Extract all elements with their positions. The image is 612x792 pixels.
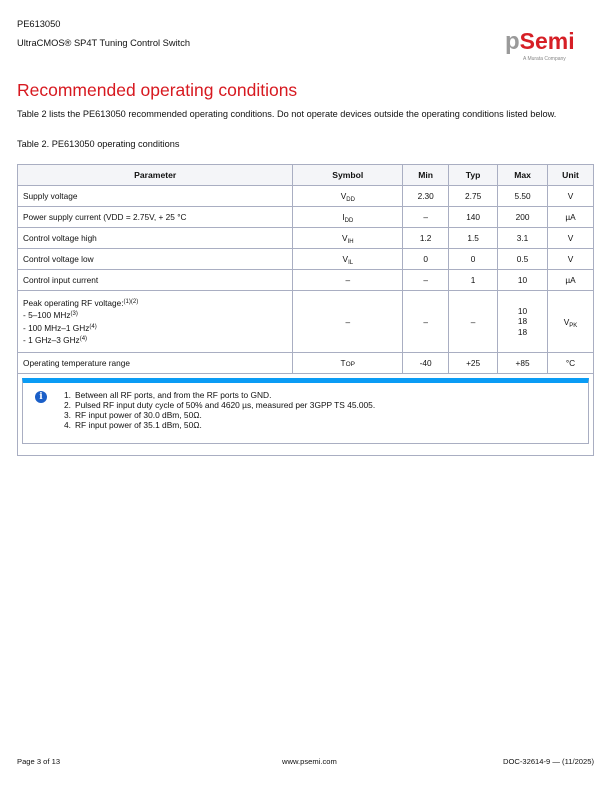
notes-cell (18, 374, 594, 456)
max-value: 18 (517, 316, 528, 327)
cell-typ: 2.75 (449, 186, 498, 207)
cell-unit: V (548, 249, 594, 270)
cell-symbol: – (293, 291, 403, 353)
cell-min: -40 (403, 353, 449, 374)
symbol-subscript: DD (346, 197, 355, 203)
cell-max: 200 (498, 207, 548, 228)
cell-min: – (403, 291, 449, 353)
note-number: 2. (64, 400, 71, 410)
cell-symbol (293, 270, 403, 291)
footnote-ref: (3) (70, 311, 78, 317)
note-number: 4. (64, 420, 71, 430)
header-typ: Typ (449, 165, 498, 186)
symbol-text: T (340, 358, 346, 368)
cell-unit: V (548, 228, 594, 249)
note-item (64, 410, 375, 420)
psemi-logo (505, 28, 591, 70)
header-min: Min (403, 165, 449, 186)
table-row (18, 353, 594, 374)
cell-min: 2.30 (403, 186, 449, 207)
logo-p: p (505, 28, 520, 55)
symbol-subscript: DD (344, 218, 354, 224)
cell-typ: 140 (449, 207, 498, 228)
document-id: DOC-32614-9 — (11/2025) (502, 757, 594, 766)
cell-symbol (293, 249, 403, 270)
symbol-text: I (342, 212, 345, 222)
note-number: 3. (64, 410, 71, 420)
symbol-subscript: IL (348, 260, 354, 266)
cell-parameter: Operating temperature range (18, 353, 293, 374)
cell-typ: 0 (449, 249, 498, 270)
table-row (18, 228, 594, 249)
document-subtitle: UltraCMOS® SP4T Tuning Control Switch (17, 38, 191, 48)
symbol-text: – (345, 275, 351, 285)
footnote-ref: (4) (89, 323, 97, 330)
note-item (64, 390, 375, 400)
cell-unit: µA (548, 207, 594, 228)
cell-max: 3.1 (498, 228, 548, 249)
part-number: PE613050 (17, 19, 61, 29)
peak-label: Peak operating RF voltage: (23, 297, 124, 308)
note-item (64, 400, 375, 410)
intro-paragraph: Table 2 lists the PE613050 recommended operating conditions. Do not operate devices outside the operating conditions listed below. (17, 109, 557, 119)
cell-parameter: Control voltage high (18, 228, 293, 249)
cell-min: – (403, 270, 449, 291)
symbol-subscript: IH (347, 239, 354, 245)
cell-symbol (293, 228, 403, 249)
symbol-subscript: OP (345, 361, 356, 368)
header-parameter: Parameter (18, 165, 293, 186)
cell-unit: V (548, 186, 594, 207)
notes-list (64, 390, 375, 430)
max-value: 10 (517, 305, 528, 316)
footnote-ref: (4) (79, 336, 88, 342)
unit-text: V (563, 316, 570, 327)
logo-tagline: A Murata Company (523, 56, 566, 62)
cell-max (498, 291, 548, 353)
cell-unit: µA (548, 270, 594, 291)
cell-unit (548, 291, 594, 353)
notes-box (22, 378, 589, 444)
info-icon: i (35, 391, 47, 403)
note-text: Between all RF ports, and from the RF ports to GND. (75, 390, 272, 400)
table-caption: Table 2. PE613050 operating conditions (17, 139, 180, 149)
cell-min: – (403, 207, 449, 228)
logo-semi: Semi (519, 28, 575, 54)
table-row (18, 186, 594, 207)
cell-unit: °C (548, 353, 594, 374)
cell-parameter: Control voltage low (18, 249, 293, 270)
table-row (18, 207, 594, 228)
cell-typ: – (449, 291, 498, 353)
cell-symbol (293, 186, 403, 207)
peak-range-2: - 100 MHz–1 GHz (23, 322, 90, 333)
cell-typ: 1.5 (449, 228, 498, 249)
symbol-text: V (342, 254, 349, 264)
footnote-ref: (1)(2) (123, 298, 139, 305)
cell-parameter: Power supply current (VDD = 2.75V, + 25 °C (18, 207, 293, 228)
peak-range-1: - 5–100 MHz (23, 310, 71, 320)
cell-symbol (293, 207, 403, 228)
cell-max: 0.5 (498, 249, 548, 270)
cell-min: 1.2 (403, 228, 449, 249)
header-unit: Unit (548, 165, 594, 186)
unit-subscript: PK (569, 322, 578, 329)
symbol-text: V (340, 191, 347, 201)
note-text: Pulsed RF input duty cycle of 50% and 4620 µs, measured per 3GPP TS 45.005. (75, 400, 376, 410)
note-text: RF input power of 30.0 dBm, 50Ω. (75, 410, 202, 420)
cell-max: +85 (498, 353, 548, 374)
cell-symbol (293, 353, 403, 374)
header-symbol: Symbol (293, 165, 403, 186)
note-text: RF input power of 35.1 dBm, 50Ω. (75, 420, 202, 430)
cell-min: 0 (403, 249, 449, 270)
cell-max: 10 (498, 270, 548, 291)
notes-row (18, 374, 594, 456)
max-value: 18 (517, 326, 528, 337)
note-item (64, 420, 375, 430)
website-link[interactable]: www.psemi.com (282, 757, 337, 766)
cell-parameter (18, 291, 293, 353)
note-number: 1. (64, 390, 71, 400)
table-row (18, 249, 594, 270)
table-row (18, 291, 594, 353)
cell-typ: 1 (449, 270, 498, 291)
cell-max: 5.50 (498, 186, 548, 207)
page-number: Page 3 of 13 (17, 757, 61, 766)
logo-wordmark (505, 28, 591, 54)
cell-parameter: Control input current (18, 270, 293, 291)
peak-range-3: - 1 GHz–3 GHz (23, 335, 80, 345)
table-header-row (18, 165, 594, 186)
table-row (18, 270, 594, 291)
operating-conditions-table (17, 164, 594, 456)
header-max: Max (498, 165, 548, 186)
cell-typ: +25 (449, 353, 498, 374)
section-title: Recommended operating conditions (17, 80, 298, 100)
symbol-text: V (342, 233, 348, 243)
cell-parameter: Supply voltage (18, 186, 293, 207)
